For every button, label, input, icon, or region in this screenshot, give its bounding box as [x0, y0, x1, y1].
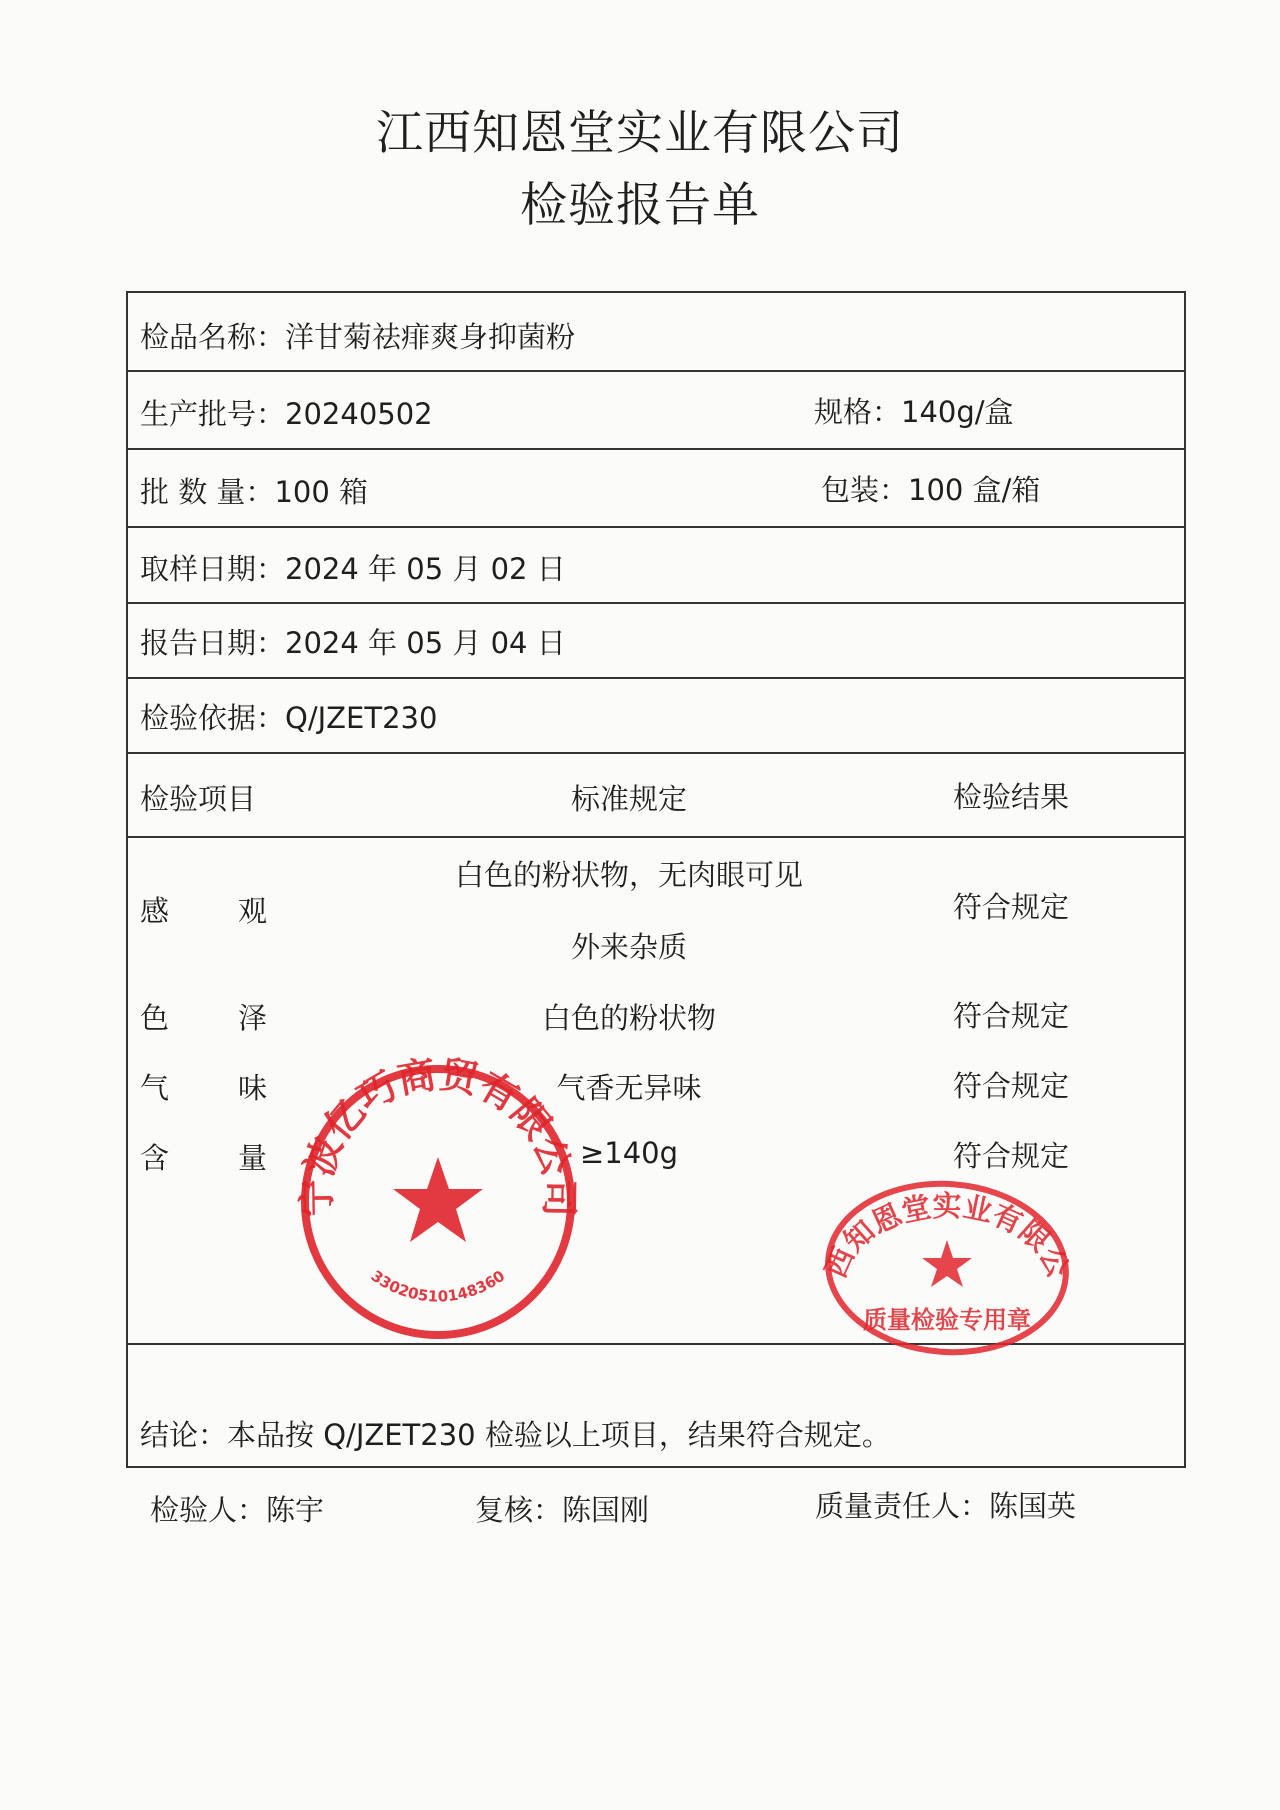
result-color: 符合规定 [952, 999, 1070, 1033]
basis-row [140, 696, 437, 737]
item-odor-b: 味 [238, 1071, 268, 1105]
reviewer-signature: 复核：陈国刚 [475, 1493, 650, 1527]
spec-value: 140g/盒 [901, 395, 1014, 429]
seal-left-graphic [294, 1052, 582, 1342]
basis-value: Q/JZET230 [285, 701, 438, 735]
company-title: 江西知恩堂实业有限公司 [376, 106, 904, 161]
item-appearance-b: 观 [238, 894, 268, 928]
batch-label: 生产批号： [140, 397, 286, 431]
report-date-value: 2024 年 05 月 04 日 [285, 626, 566, 660]
column-header-result: 检验结果 [952, 780, 1070, 814]
item-color-b: 泽 [238, 1001, 268, 1035]
standard-appearance-line1: 白色的粉状物，无肉眼可见 [454, 858, 804, 892]
seal-right-subtitle: 质量检验专用章 [863, 1306, 1031, 1334]
packing-value: 100 盒/箱 [908, 473, 1041, 507]
packing-label: 包装： [821, 473, 909, 507]
product-name-value: 洋甘菊祛痱爽身抑菌粉 [285, 320, 576, 354]
column-header-standard: 标准规定 [570, 782, 688, 816]
result-appearance: 符合规定 [952, 890, 1070, 924]
product-name-label: 检品名称： [140, 320, 286, 354]
result-content: 符合规定 [952, 1139, 1070, 1173]
seal-left-star-icon [393, 1157, 483, 1242]
svg-text:33020510148360 [368, 1267, 509, 1306]
standard-odor: 气香无异味 [556, 1071, 702, 1105]
quality-owner-signature: 质量责任人：陈国英 [815, 1489, 1077, 1523]
column-header-item: 检验项目 [140, 782, 257, 816]
inspector-signature: 检验人：陈宇 [150, 1493, 325, 1527]
sampling-date-label: 取样日期： [140, 552, 286, 586]
product-name-row [140, 315, 575, 356]
conclusion: 结论：本品按 Q/JZET230 检验以上项目，结果符合规定。 [140, 1418, 891, 1452]
item-odor-a: 气 [140, 1071, 170, 1105]
report-date-row [140, 621, 566, 662]
result-odor: 符合规定 [952, 1069, 1070, 1103]
standard-content: ≥140g [579, 1136, 679, 1170]
batch-row [140, 392, 433, 433]
seal-right-name: 江西知恩堂实业有限公司 [807, 1151, 1076, 1283]
quantity-row [140, 470, 368, 511]
item-appearance-a: 感 [140, 894, 170, 928]
spec-label: 规格： [814, 395, 902, 429]
document-title: 检验报告单 [520, 178, 760, 233]
standard-appearance-line2: 外来杂质 [570, 930, 688, 964]
packing-field [821, 468, 1040, 509]
batch-value: 20240502 [285, 397, 433, 431]
seal-right-star-icon [922, 1240, 972, 1287]
item-content-a: 含 [140, 1141, 170, 1175]
quantity-label: 批 数 量： [140, 475, 275, 509]
report-date-label: 报告日期： [140, 626, 286, 660]
sampling-date-row [140, 547, 566, 588]
spec-field [814, 390, 1014, 431]
quantity-value: 100 箱 [274, 475, 369, 509]
item-color-a: 色 [140, 1001, 170, 1035]
basis-label: 检验依据： [140, 701, 286, 735]
standard-color: 白色的粉状物 [541, 1001, 717, 1035]
seal-left-name: 宁波亿巧商贸有限公司 [294, 1052, 582, 1218]
item-content-b: 量 [238, 1141, 268, 1175]
company-seal-left [294, 1052, 582, 1342]
seal-left-code: 33020510148360 [367, 1266, 509, 1306]
sampling-date-value: 2024 年 05 月 02 日 [285, 552, 566, 586]
